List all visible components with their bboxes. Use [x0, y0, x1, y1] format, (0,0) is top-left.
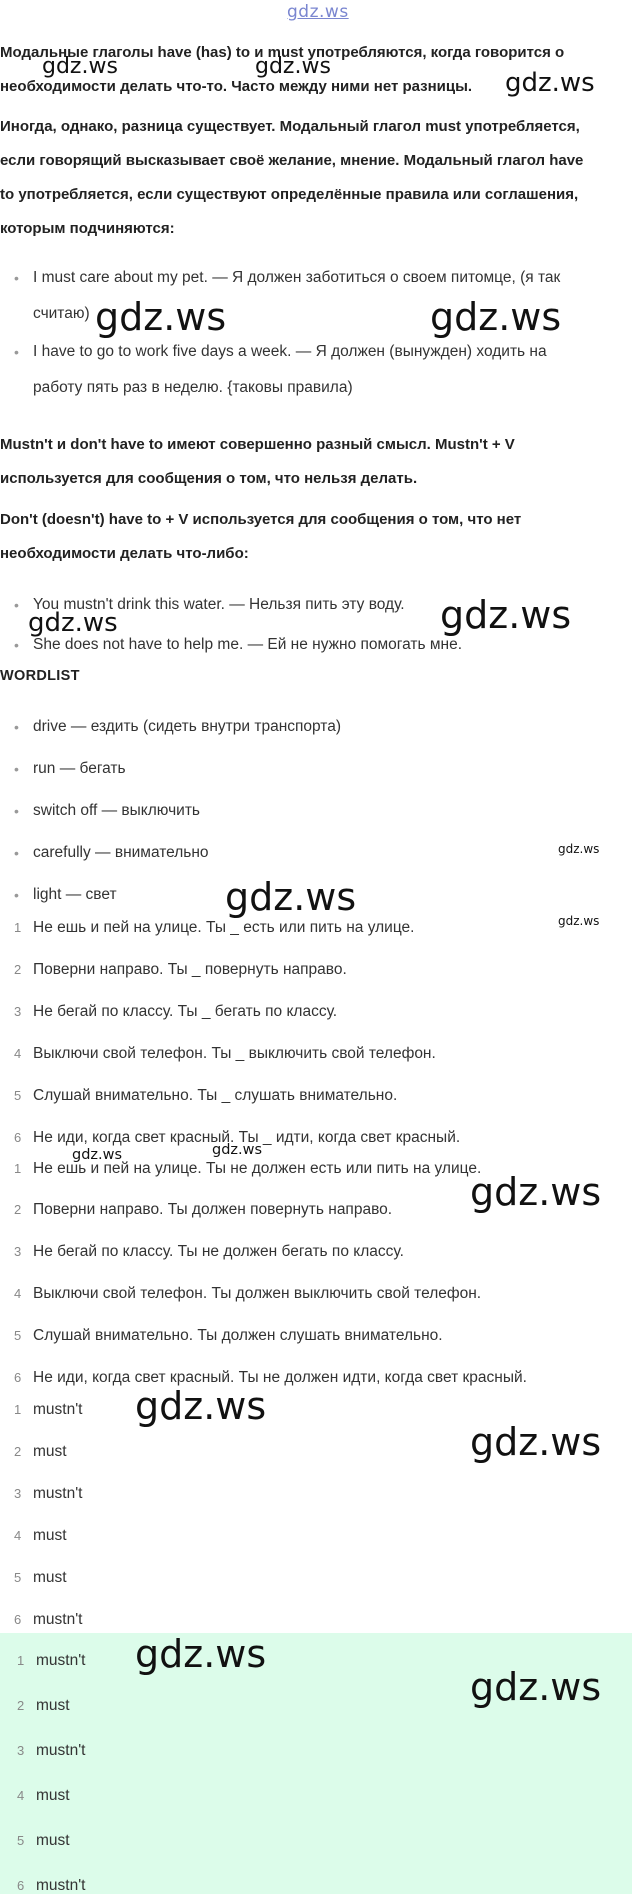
item-number: 2	[17, 1698, 25, 1713]
paragraph-line: которым подчиняются:	[0, 220, 175, 237]
item-text: Слушай внимательно. Ты _ слушать внимательно.	[33, 1087, 398, 1104]
wordlist-heading: WORDLIST	[0, 668, 80, 684]
item-text: Не иди, когда свет красный. Ты _ идти, когда свет красный.	[33, 1129, 461, 1146]
wordlist-item-text: light — свет	[33, 886, 117, 903]
item-number: 5	[14, 1088, 22, 1103]
answer-text: mustn't	[33, 1485, 83, 1502]
item-text: Не бегай по классу. Ты _ бегать по классу.	[33, 1003, 338, 1020]
item-number: 6	[14, 1130, 22, 1145]
wordlist-item	[14, 793, 624, 829]
item-text: Поверни направо. Ты должен повернуть направо.	[33, 1201, 393, 1218]
list-item-line: I must care about my pet. — Я должен заботиться о своем питомце, (я так	[33, 269, 561, 286]
bullet-icon: •	[14, 803, 19, 819]
item-text: Слушай внимательно. Ты должен слушать внимательно.	[33, 1327, 443, 1344]
item-number: 3	[14, 1244, 22, 1259]
paragraph-mustnt	[0, 428, 625, 496]
item-text: Не иди, когда свет красный. Ты не должен идти, когда свет красный.	[33, 1369, 527, 1386]
paragraph-line: используется для сообщения о том, что нельзя делать.	[0, 470, 418, 487]
item-text: Не ешь и пей на улице. Ты не должен есть или пить на улице.	[33, 1160, 482, 1177]
answer-text: must	[33, 1443, 67, 1460]
item-number: 2	[14, 1202, 22, 1217]
item-number: 6	[14, 1612, 22, 1627]
bullet-icon: •	[14, 719, 19, 735]
item-number: 3	[14, 1004, 22, 1019]
wordlist-item-text: drive — ездить (сидеть внутри транспорта)	[33, 718, 342, 735]
wordlist-item-text: carefully — внимательно	[33, 844, 209, 861]
list-item-text: You mustn't drink this water. — Нельзя пить эту воду.	[33, 596, 405, 613]
paragraph-line: Don't (doesn't) have to + V используется для сообщения о том, что нет	[0, 511, 522, 528]
watermark: gdz.ws	[470, 1420, 602, 1464]
item-number: 6	[17, 1878, 25, 1893]
watermark: gdz.ws	[470, 1665, 602, 1709]
item-number: 2	[14, 1444, 22, 1459]
item-number: 1	[14, 1402, 22, 1417]
watermark: gdz.ws	[135, 1384, 267, 1428]
bullet-icon: •	[14, 845, 19, 861]
paragraph-line: to употребляется, если существуют определённые правила или соглашения,	[0, 186, 579, 203]
paragraph-difference	[0, 110, 625, 246]
item-text: Выключи свой телефон. Ты _ выключить свой телефон.	[33, 1045, 436, 1062]
item-number: 5	[14, 1570, 22, 1585]
answer-text: mustn't	[36, 1877, 86, 1894]
paragraph-line: Модальные глаголы have (has) to и must употребляются, когда говорится о	[0, 44, 565, 61]
item-number: 4	[14, 1528, 22, 1543]
watermark: gdz.ws	[95, 295, 227, 339]
answer-text: must	[36, 1832, 70, 1849]
wordlist-item	[14, 835, 624, 871]
list-item-text: She does not have to help me. — Ей не нужно помогать мне.	[33, 636, 463, 653]
item-number: 3	[17, 1743, 25, 1758]
item-number: 6	[14, 1370, 22, 1385]
item-text: Не бегай по классу. Ты не должен бегать по классу.	[33, 1243, 404, 1260]
answer-text: must	[36, 1697, 70, 1714]
list-item-line: считаю)	[33, 305, 90, 322]
answer-text: mustn't	[36, 1652, 86, 1669]
watermark: gdz.ws	[558, 914, 600, 928]
watermark: gdz.ws	[430, 295, 562, 339]
bullet-icon: •	[14, 597, 19, 613]
wordlist-item-text: switch off — выключить	[33, 802, 201, 819]
bullet-icon: •	[14, 270, 19, 286]
bullet-icon: •	[14, 887, 19, 903]
wordlist-item	[14, 709, 624, 745]
watermark: gdz.ws	[255, 54, 331, 79]
bullet-icon: •	[14, 637, 19, 653]
paragraph-line: если говорящий высказывает своё желание, мнение. Модальный глагол have	[0, 152, 584, 169]
bullet-icon: •	[14, 344, 19, 360]
item-number: 5	[17, 1833, 25, 1848]
item-number: 2	[14, 962, 22, 977]
list-item-line: I have to go to work five days a week. — Я должен (вынужден) ходить на	[33, 343, 547, 360]
item-text: Не ешь и пей на улице. Ты _ есть или пить на улице.	[33, 919, 415, 936]
wordlist-item-text: run — бегать	[33, 760, 126, 777]
answer-text: must	[36, 1787, 70, 1804]
list-item	[14, 334, 624, 406]
item-number: 4	[14, 1046, 22, 1061]
answer-text: must	[33, 1569, 67, 1586]
wordlist-item	[14, 751, 624, 787]
item-number: 1	[17, 1653, 25, 1668]
watermark: gdz.ws	[135, 1632, 267, 1676]
item-number: 3	[14, 1486, 22, 1501]
item-number: 5	[14, 1328, 22, 1343]
paragraph-line: необходимости делать что-то. Часто между ними нет разницы.	[0, 78, 473, 95]
paragraph-dont-have-to	[0, 503, 625, 571]
answer-text: must	[33, 1527, 67, 1544]
paragraph-line: Mustn't и don't have to имеют совершенно разный смысл. Mustn't + V	[0, 436, 515, 453]
watermark: gdz.ws	[72, 1147, 123, 1163]
item-number: 1	[14, 920, 22, 935]
answer-text: mustn't	[33, 1401, 83, 1418]
top-watermark: gdz.ws	[287, 2, 349, 22]
watermark: gdz.ws	[470, 1170, 602, 1214]
watermark: gdz.ws	[558, 842, 600, 856]
item-text: Поверни направо. Ты _ повернуть направо.	[33, 961, 347, 978]
item-number: 4	[17, 1788, 25, 1803]
list-item-line: работу пять раз в неделю. {таковы правила)	[33, 379, 353, 396]
watermark: gdz.ws	[440, 593, 572, 637]
item-number: 1	[14, 1161, 22, 1176]
paragraph-line: необходимости делать что-либо:	[0, 545, 249, 562]
watermark: gdz.ws	[505, 68, 595, 98]
item-number: 4	[14, 1286, 22, 1301]
bullet-icon: •	[14, 761, 19, 777]
answer-text: mustn't	[33, 1611, 83, 1628]
item-text: Выключи свой телефон. Ты должен выключить свой телефон.	[33, 1285, 482, 1302]
watermark: gdz.ws	[28, 608, 118, 638]
answer-text: mustn't	[36, 1742, 86, 1759]
watermark: gdz.ws	[225, 875, 357, 919]
watermark: gdz.ws	[212, 1142, 263, 1158]
paragraph-line: Иногда, однако, разница существует. Модальный глагол must употребляется,	[0, 118, 580, 135]
watermark: gdz.ws	[42, 54, 118, 79]
